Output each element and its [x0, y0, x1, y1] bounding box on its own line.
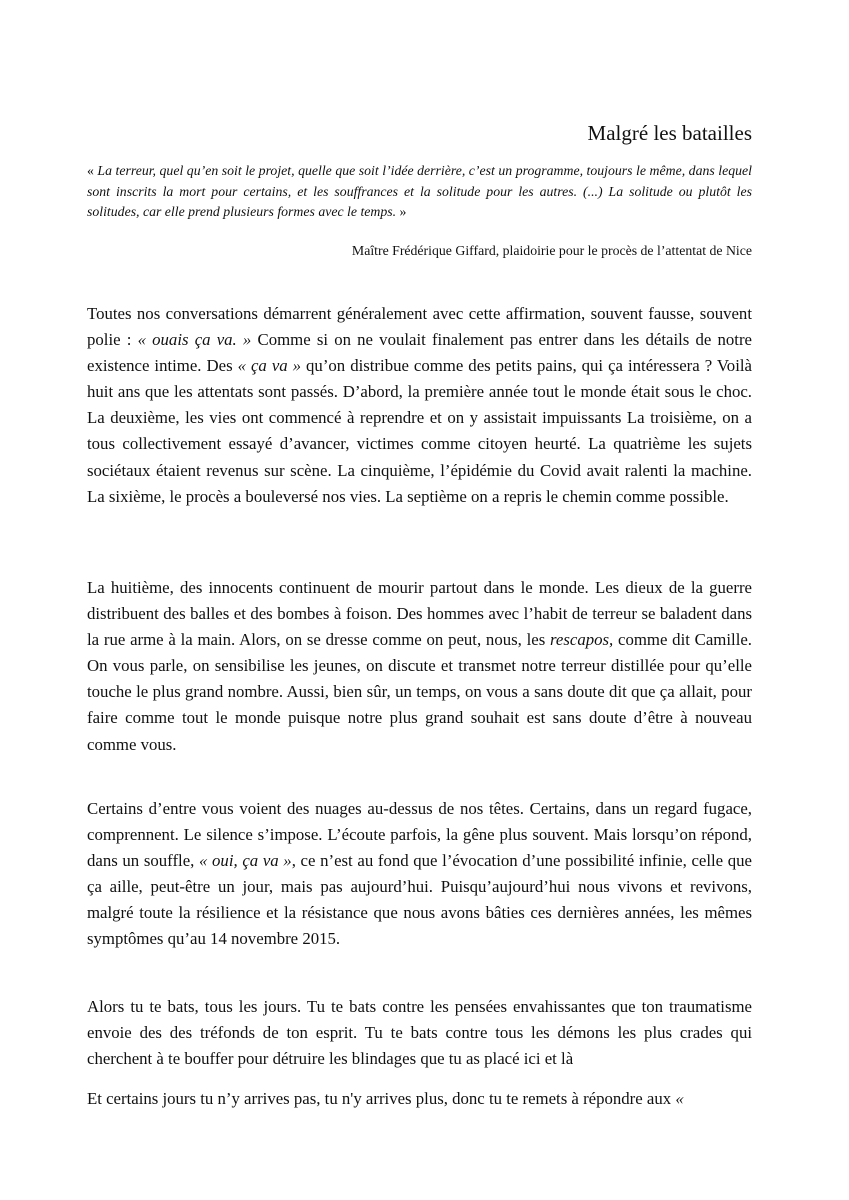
body-paragraph-2	[87, 575, 752, 758]
document-title: Malgré les batailles	[587, 121, 752, 145]
epigraph-quote-text: La terreur, quel qu’en soit le projet, quelle que soit l’idée derrière, c’est un programme, toujours le même, dans lequel sont inscrits la mort pour certains, et les souffrances et la solitude pour les autres. (...) La solitude ou plutôt les solitudes, car elle prend plusieurs formes avec le temps.	[87, 163, 752, 219]
paragraph-text: Comme si on ne voulait finalement pas entrer dans les détails de notre existence intime. Des	[87, 330, 752, 376]
epigraph-open-quote: «	[87, 163, 98, 178]
body-paragraph-4	[87, 994, 752, 1072]
paragraph-text: Certains d’entre vous voient des nuages au-dessus de nos têtes. Certains, dans un regard fugace, comprennent. Le silence s’impose. L’écoute parfois, la gêne plus souvent. Mais lorsqu’on répond, dans un souffle,	[87, 799, 752, 871]
body-paragraph-3	[87, 796, 752, 953]
paragraph-italic-text: « ouais ça va. »	[137, 330, 252, 350]
epigraph-quote	[87, 161, 752, 223]
paragraph-text: qu’on distribue comme des petits pains, qui ça intéressera ? Voilà huit ans que les attentats sont passés. D’abord, la première année tout le monde était sous le choc. La deuxième, les vies ont commencé à reprendre et on y assistait impuissants La troisième, on a tous collectivement essayé d’avancer, victimes comme citoyen heurté. La quatrième les sujets sociétaux étaient revenus sur scène. La cinquième, l’épidémie du Covid avait ralenti la machine. La sixième, le procès a bouleversé nos vies. La septième on a repris le chemin comme possible.	[87, 356, 752, 506]
document-page	[87, 0, 752, 1200]
paragraph-italic-text: rescapos,	[550, 630, 614, 650]
paragraph-text: Alors tu te bats, tous les jours. Tu te bats contre les pensées envahissantes que ton traumatisme envoie des des tréfonds de ton esprit. Tu te bats contre tous les démons les plus crades qui cherchent à te bouffer pour détruire les blindages que tu as placé ici et là	[87, 997, 752, 1069]
paragraph-text: , ce n’est au fond que l’évocation d’une possibilité infinie, celle que ça aille, peut-être un jour, mais pas aujourd’hui. Puisqu’aujourd’hui nous vivons et revivons, malgré toute la résilience et la résistance que nous avons bâties ces dernières années, les mêmes symptômes qu’au 14 novembre 2015.	[87, 851, 752, 949]
paragraph-italic-text: « oui, ça va »	[199, 851, 292, 871]
paragraph-italic-text: « ça va »	[237, 356, 302, 376]
body-paragraph-5	[87, 1086, 752, 1112]
body-paragraph-1	[87, 301, 752, 510]
paragraph-text: Et certains jours tu n’y arrives pas, tu n'y arrives plus, donc tu te remets à répondre aux	[87, 1089, 676, 1108]
paragraph-text: comme dit Camille. On vous parle, on sensibilise les jeunes, on discute et transmet notre terreur distillée pour qu’elle touche le plus grand nombre. Aussi, bien sûr, un temps, on vous a sans doute dit que ça allait, pour faire comme tout le monde puisque notre plus grand souhait est sans doute d’être à nouveau comme vous.	[87, 630, 752, 754]
paragraph-text: La huitième, des innocents continuent de mourir partout dans le monde. Les dieux de la guerre distribuent des balles et des bombes à foison. Des hommes avec l’habit de terreur se baladent dans la rue arme à la main. Alors, on se dresse comme on peut, nous, les	[87, 578, 752, 650]
paragraph-italic-text: «	[675, 1089, 684, 1108]
epigraph-attribution: Maître Frédérique Giffard, plaidoirie pour le procès de l’attentat de Nice	[351, 243, 752, 258]
epigraph-close-quote: »	[396, 204, 407, 219]
paragraph-text: Toutes nos conversations démarrent généralement avec cette affirmation, souvent fausse, souvent polie :	[87, 304, 752, 350]
